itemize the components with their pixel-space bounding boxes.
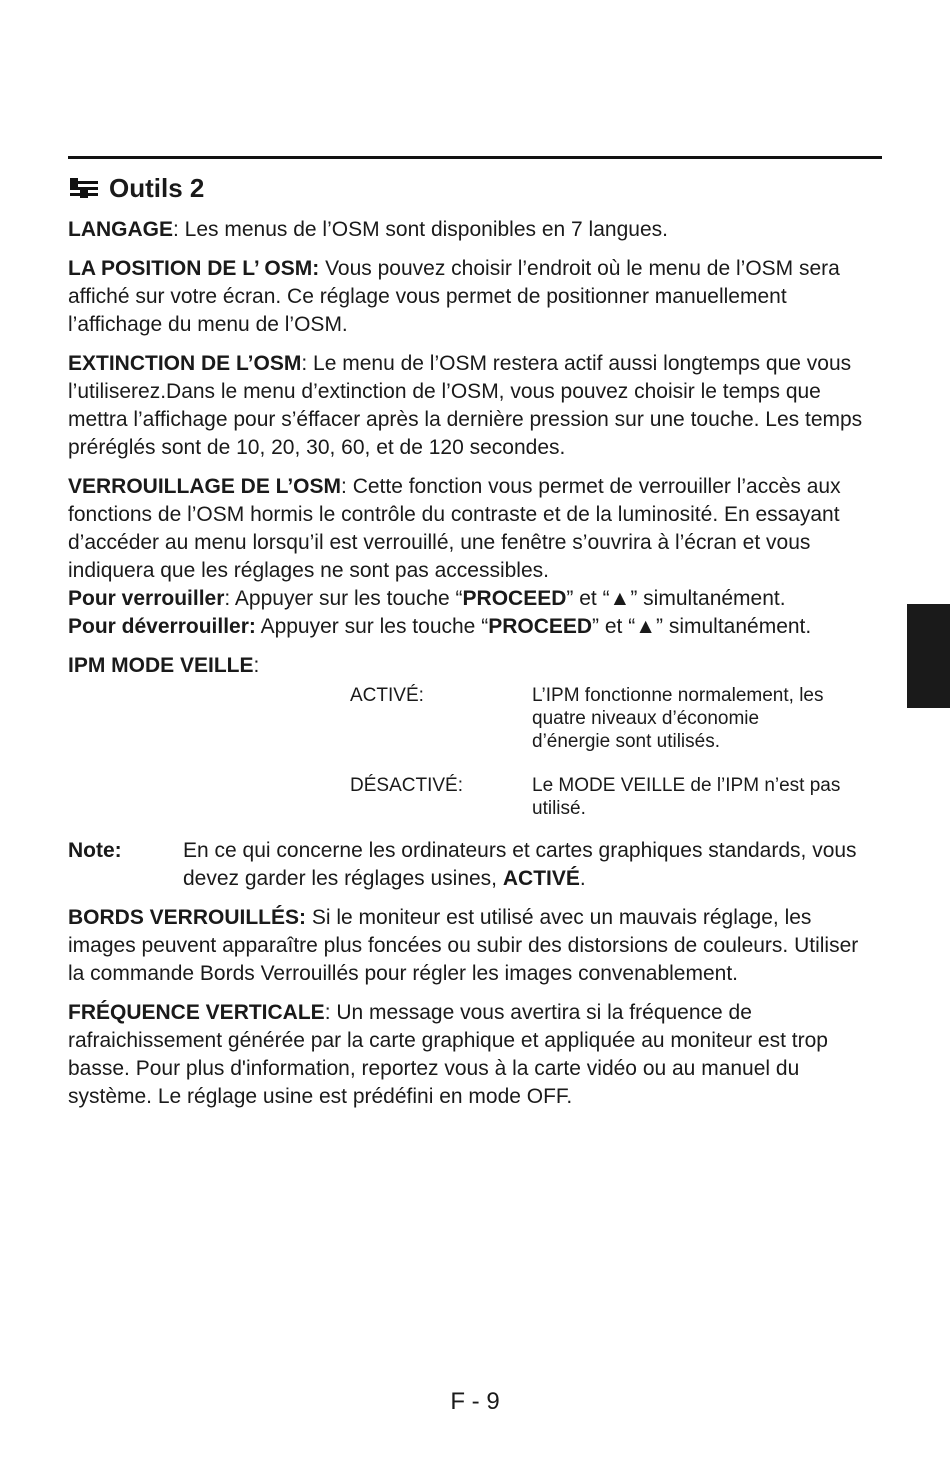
note-block (68, 837, 868, 893)
note-body: En ce qui concerne les ordinateurs et cartes graphiques standards, vous devez garder les réglages usines, (183, 839, 857, 890)
lock-instruction (68, 585, 868, 613)
note-text (183, 837, 868, 893)
extinction-term: EXTINCTION DE L’OSM (68, 352, 302, 375)
frequence-term: FRÉQUENCE VERTICALE (68, 1001, 325, 1024)
chapter-tab (907, 604, 950, 708)
option-key: ACTIVÉ: (350, 685, 424, 706)
ipm-term: IPM MODE VEILLE (68, 654, 254, 677)
position-text: Vous pouvez choisir l’endroit où le menu de l’OSM sera affiché sur votre écran. Ce réglage vous permet de positionner manuellement l’affichage du menu de l’OSM. (68, 257, 840, 336)
top-rule (68, 156, 882, 159)
unlock-instruction (68, 613, 868, 641)
manual-content (68, 216, 868, 1111)
unlock-key: PROCEED (488, 615, 593, 638)
lock-text: : Appuyer sur les touche “ (224, 587, 463, 610)
bords-paragraph (68, 904, 868, 988)
frequence-paragraph (68, 999, 868, 1111)
verrouillage-text: : Cette fonction vous permet de verrouiller l’accès aux fonctions de l’OSM hormis le contrôle du contraste et de la luminosité. En essayant d’accéder au menu lorsqu’il est verrouillé, une fenêtre s’ouvrira à l’écran et vous indiquera que les réglages ne sont pas accessibles. (68, 475, 841, 582)
ipm-colon: : (253, 654, 260, 677)
verrouillage-term: VERROUILLAGE DE L’OSM (68, 475, 342, 498)
unlock-text-end: ” et “▲” simultanément. (592, 615, 812, 638)
verrouillage-paragraph (68, 473, 868, 585)
option-row (350, 774, 868, 820)
ipm-options (350, 684, 868, 820)
lock-key: PROCEED (462, 587, 567, 610)
unlock-term: Pour déverrouiller: (68, 615, 256, 638)
note-emphasis: ACTIVÉ (502, 867, 580, 890)
frequence-text: : Un message vous avertira si la fréquence de rafraichissement générée par la carte graphique et appliquée au moniteur est trop basse. Pour plus d'information, reportez vous à la carte vidéo ou au manuel du système. Le réglage usine est prédéfini en mode OFF. (68, 1001, 828, 1108)
langage-text: : Les menus de l’OSM sont disponibles en 7 langues. (173, 218, 668, 241)
page-number: F - 9 (450, 1388, 500, 1415)
option-value: L’IPM fonctionne normalement, les quatre niveaux d’économie d’énergie sont utilisés. (532, 685, 824, 752)
option-key: DÉSACTIVÉ: (350, 775, 463, 796)
bords-term: BORDS VERROUILLÉS: (68, 906, 307, 929)
note-end: . (579, 867, 586, 890)
option-value: Le MODE VEILLE de l’IPM n’est pas utilisé. (532, 775, 841, 819)
lock-text-end: ” et “▲” simultanément. (566, 587, 786, 610)
lock-term: Pour verrouiller (68, 587, 225, 610)
unlock-text: Appuyer sur les touche “ (255, 615, 489, 638)
extinction-text: : Le menu de l’OSM restera actif aussi longtemps que vous l’utiliserez.Dans le menu d’extinction de l’OSM, vous pouvez choisir le temps que mettra l’affichage pour s’éffacer après la dernière pression sur une touche. Les temps préréglés sont de 10, 20, 30, 60, et de 120 secondes. (68, 352, 863, 459)
langage-paragraph (68, 216, 868, 244)
extinction-paragraph (68, 350, 868, 462)
option-row (350, 684, 868, 753)
bords-text: Si le moniteur est utilisé avec un mauvais réglage, les images peuvent apparaître plus foncées ou subir des distorsions de couleurs. Utiliser la commande Bords Verrouillés pour régler les images convenablement. (68, 906, 859, 985)
position-term: LA POSITION DE L’ OSM: (68, 257, 320, 280)
note-label: Note: (68, 839, 122, 862)
tools-icon (68, 178, 100, 198)
ipm-heading (68, 652, 868, 680)
position-paragraph (68, 255, 868, 339)
section-title: Outils 2 (109, 172, 205, 203)
langage-term: LANGAGE (68, 218, 173, 241)
section-heading (68, 170, 204, 206)
